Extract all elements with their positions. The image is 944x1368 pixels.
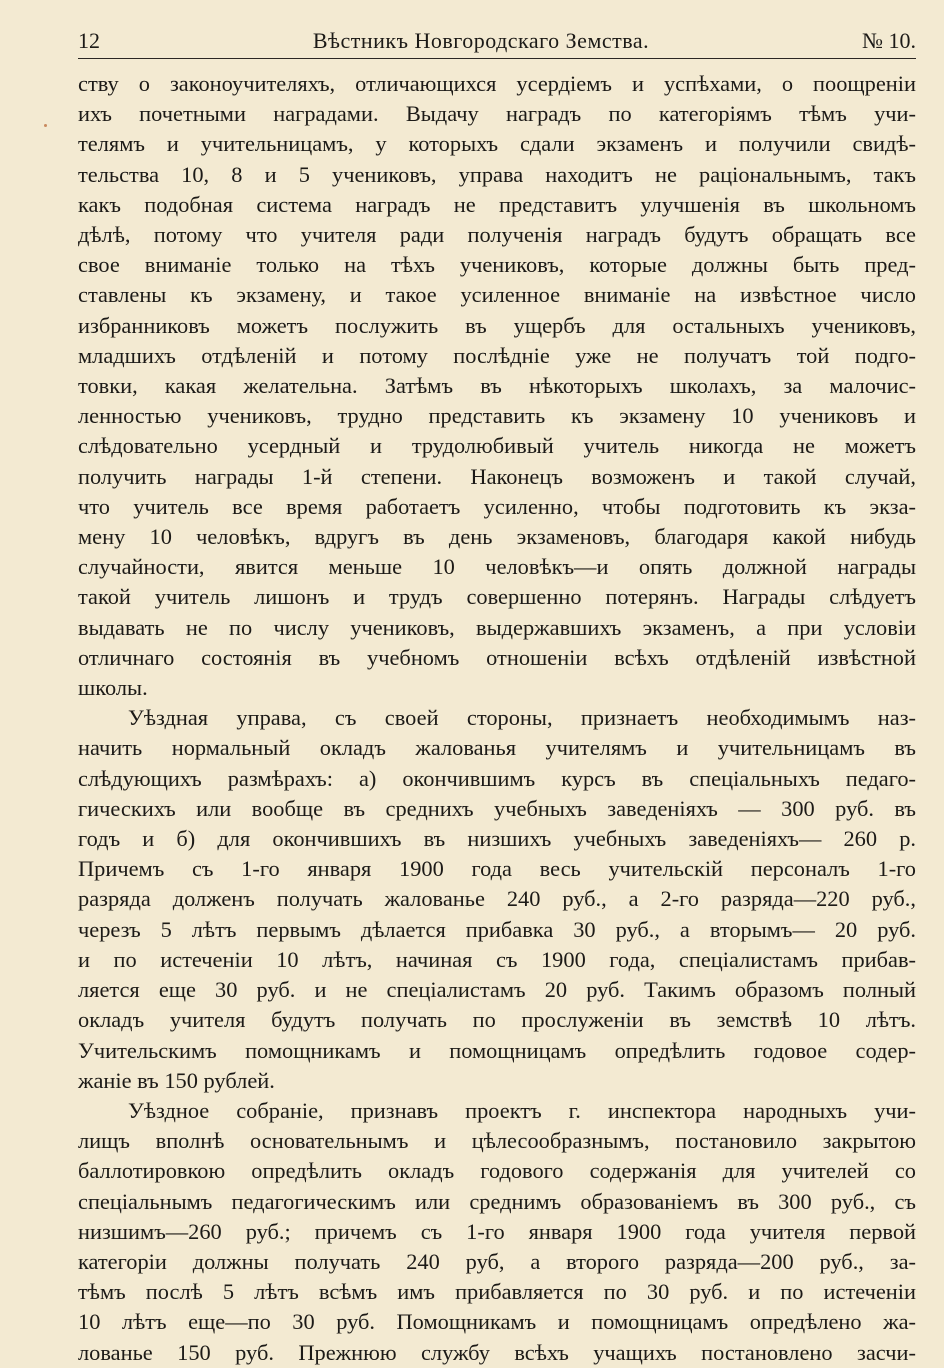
text-line: Причемъ съ 1-го января 1900 года весь учительскій персоналъ 1-го [78,856,916,882]
text-line: телямъ и учительницамъ, у которыхъ сдали экзаменъ и получили свидѣ- [78,131,916,157]
text-line: младшихъ отдѣленій и потому послѣдніе уже не получатъ той подго- [78,342,916,368]
text-line: гическихъ или вообще въ среднихъ учебныхъ заведеніяхъ — 300 руб. въ [78,795,916,821]
text-line: случайности, явится меньше 10 человѣкъ—и опять должной награды [78,554,916,580]
text-line: низшимъ—260 руб.; причемъ съ 1-го января 1900 года учителя первой [78,1218,916,1244]
text-line: мену 10 человѣкъ, вдругъ въ день экзаменовъ, благодаря какой нибудь [78,524,916,550]
text-line: окладъ учителя будутъ получать по прослуженіи въ земствѣ 10 лѣтъ. [78,1007,916,1033]
text-line: что учитель все время работаетъ усиленно, чтобы подготовить къ экза- [78,493,916,519]
text-line: товки, какая желательна. Затѣмъ въ нѣкоторыхъ школахъ, за малочис- [78,373,916,399]
text-line: такой учитель лишонъ и трудъ совершенно потерянъ. Награды слѣдуетъ [78,584,916,610]
text-line: спеціальнымъ педагогическимъ или среднимъ образованіемъ въ 300 руб., съ [78,1188,916,1214]
text-line: баллотировкою опредѣлить окладъ годового содержанія для учителей со [78,1158,916,1184]
text-line: начить нормальный окладъ жалованья учителямъ и учительницамъ въ [78,735,916,761]
text-line: какъ подобная система наградъ не представитъ улучшенія въ школьномъ [78,191,916,217]
text-line: жаніе въ 150 рублей. [78,1067,275,1093]
journal-title: Вѣстникъ Новгородскаго Земства. [312,28,650,53]
text-line: черезъ 5 лѣтъ первымъ дѣлается прибавка 30 руб., а вторымъ— 20 руб. [78,916,916,942]
text-line: годъ и б) для окончившихъ въ низшихъ учебныхъ заведеніяхъ— 260 р. [78,826,916,852]
text-body [78,69,916,1368]
text-line: ихъ почетными наградами. Выдачу наградъ по категоріямъ тѣмъ учи- [78,101,916,127]
text-line: лищъ вполнѣ основательнымъ и цѣлесообразнымъ, постановило закрытою [78,1128,916,1154]
text-line: выдавать не по числу учениковъ, выдержавшихъ экзаменъ, а при условіи [78,614,916,640]
text-line: тѣмъ послѣ 5 лѣтъ всѣмъ имъ прибавляется по 30 руб. и по истеченіи [78,1279,916,1305]
running-header [78,28,916,59]
text-line: избранниковъ можетъ послужить въ ущербъ для остальныхъ учениковъ, [78,312,916,338]
text-line: ляется еще 30 руб. и не спеціалистамъ 20 руб. Такимъ образомъ полный [78,977,916,1003]
text-line: тельства 10, 8 и 5 учениковъ, управа находитъ не раціональнымъ, такъ [78,161,916,187]
text-line: школы. [78,675,148,701]
text-line: и по истеченіи 10 лѣтъ, начиная съ 1900 года, спеціалистамъ прибав- [78,946,916,972]
text-line: разряда долженъ получать жалованье 240 руб., а 2-го разряда—220 руб., [78,886,916,912]
issue-number: № 10. [861,28,916,53]
text-line: ству о законоучителяхъ, отличающихся усердіемъ и успѣхами, о поощреніи [78,71,916,96]
margin-mark [44,124,47,127]
text-line: свое вниманіе только на тѣхъ учениковъ, которые должны быть пред- [78,252,916,278]
text-line: Учительскимъ помощникамъ и помощницамъ опредѣлить годовое содер- [78,1037,916,1063]
text-line: 10 лѣтъ еще—по 30 руб. Помощникамъ и помощницамъ опредѣлено жа- [78,1309,916,1335]
text-line: категоріи должны получать 240 руб, а второго разряда—200 руб., за- [78,1248,916,1274]
text-line: дѣлѣ, потому что учителя ради полученія наградъ будутъ обращать все [78,222,916,248]
text-line: отличнаго состоянія въ учебномъ отношеніи всѣхъ отдѣленій извѣстной [78,644,916,670]
text-line: слѣдующихъ размѣрахъ: а) окончившимъ курсъ въ спеціальныхъ педаго- [78,765,916,791]
text-line: ставлены къ экзамену, и такое усиленное вниманіе на извѣстное число [78,282,916,308]
paragraph-start-line: Уѣздное собраніе, признавъ проектъ г. инспектора народныхъ учи- [128,1097,916,1123]
text-line: слѣдовательно усердный и трудолюбивый учитель никогда не можетъ [78,433,916,459]
page-number: 12 [78,28,100,53]
text-line: получить награды 1-й степени. Наконецъ возможенъ и такой случай, [78,463,916,489]
paragraph-start-line: Уѣздная управа, съ своей стороны, признаетъ необходимымъ наз- [128,705,916,731]
text-line: лованье 150 руб. Прежнюю службу всѣхъ учащихъ постановлено засчи- [78,1339,916,1365]
text-line: ленностью учениковъ, трудно представить къ экзамену 10 учениковъ и [78,403,916,429]
